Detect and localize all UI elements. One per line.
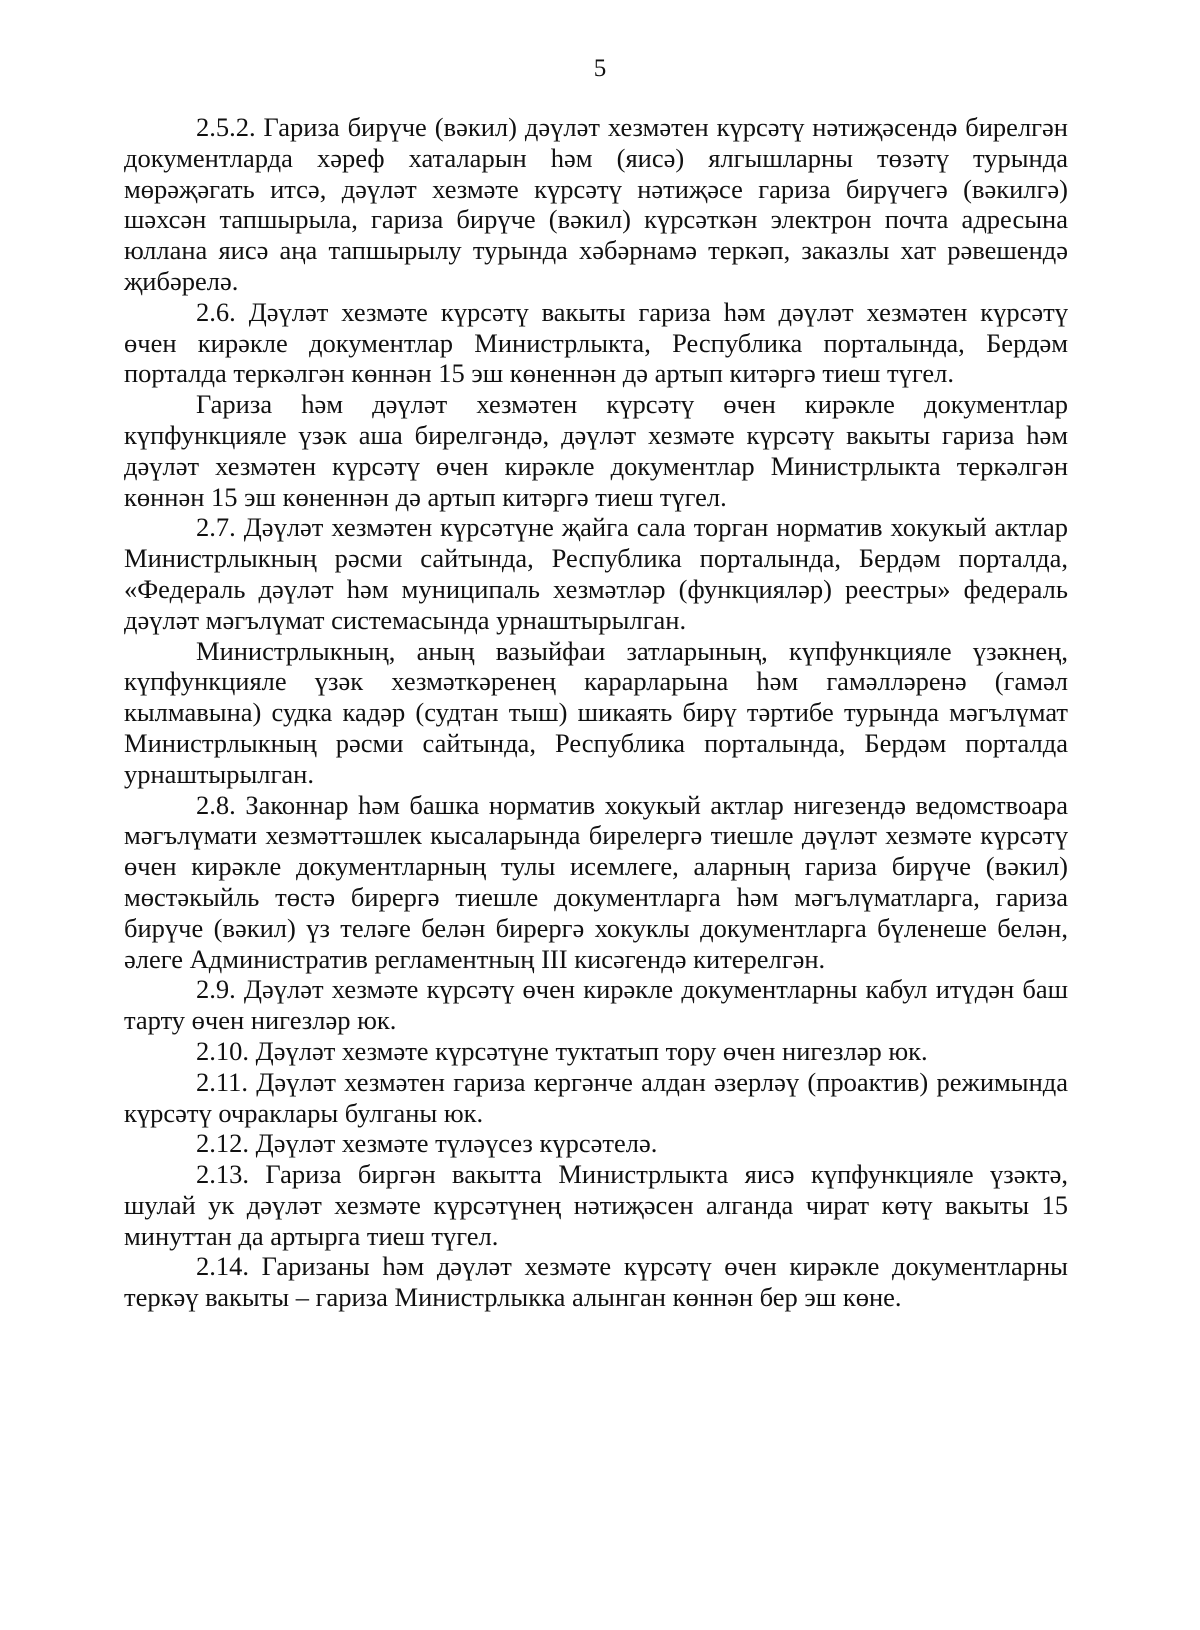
- paragraph-2-10: 2.10. Дәүләт хезмәте күрсәтүне туктатып тору өчен нигезләр юк.: [196, 1035, 928, 1066]
- paragraph-2-14: 2.14. Гаризаны һәм дәүләт хезмәте күрсәтү өчен кирәкле документларны теркәү вакыты – гариза Министрлыкка алынган көннән бер эш көне.: [124, 1251, 1068, 1313]
- document-body: [124, 112, 1068, 1313]
- page-number: 5: [593, 55, 607, 82]
- paragraph-2-12: 2.12. Дәүләт хезмәте түләүсез күрсәтелә.: [196, 1128, 658, 1159]
- paragraph-2-6-continued: Гариза һәм дәүләт хезмәтен күрсәтү өчен кирәкле документлар күпфункцияле үзәк аша бирелгәндә, дәүләт хезмәте күрсәтү вакыты гариза һәм дәүләт хезмәтен күрсәтү өчен кирәкле документлар Министрлыкта теркәлгән көннән 15 эш көненнән дә артып китәргә тиеш түгел.: [124, 389, 1068, 512]
- paragraph-2-6: 2.6. Дәүләт хезмәте күрсәтү вакыты гариза һәм дәүләт хезмәтен күрсәтү өчен кирәкле документлар Министрлыкта, Республика порталында, Бердәм порталда теркәлгән көннән 15 эш көненнән дә артып китәргә тиеш түгел.: [124, 296, 1068, 389]
- paragraph-2-5-2: 2.5.2. Гариза бирүче (вәкил) дәүләт хезмәтен күрсәтү нәтиҗәсендә бирелгән документларда хәреф хаталарын һәм (яисә) ялгышларны төзәтү турында мөрәҗәгать итсә, дәүләт хезмәте күрсәтү нәтиҗәсе гариза бирүчегә (вәкилгә) шәхсән тапшырыла, гариза бирүче (вәкил) күрсәткән электрон почта адресына юллана яисә аңа тапшырылу турында хәбәрнамә теркәп, заказлы хат рәвешендә җибәрелә.: [124, 112, 1068, 296]
- paragraph-2-7-continued: Министрлыкның, аның вазыйфаи затларының, күпфункцияле үзәкнең, күпфункцияле үзәк хезмәткәренең карарларына һәм гамәлләренә (гамәл кылмавына) судка кадәр (судтан тыш) шикаять бирү тәртибе турында мәгълүмат Министрлыкның рәсми сайтында, Республика порталында, Бердәм порталда урнаштырылган.: [124, 635, 1068, 789]
- paragraph-2-8: 2.8. Законнар һәм башка норматив хокукый актлар нигезендә ведомствоара мәгълүмати хезмәттәшлек кысаларында бирелергә тиешле дәүләт хезмәте күрсәтү өчен кирәкле документларның тулы исемлеге, аларның гариза бирүче (вәкил) мөстәкыйль төстә бирергә тиешле документларга һәм мәгълүматларга, гариза бирүче (вәкил) үз теләге белән бирергә хокуклы документларга бүленеше белән, әлеге Административ регламентның III кисәгендә китерелгән.: [124, 789, 1068, 974]
- paragraph-2-11: 2.11. Дәүләт хезмәтен гариза кергәнче алдан әзерләү (проактив) режимында күрсәтү очраклары булганы юк.: [124, 1066, 1068, 1128]
- paragraph-2-13: 2.13. Гариза биргән вакытта Министрлыкта яисә күпфункцияле үзәктә, шулай ук дәүләт хезмәте күрсәтүнең нәтиҗәсен алганда чират көтү вакыты 15 минуттан да артырга тиеш түгел.: [124, 1159, 1068, 1251]
- paragraph-2-7: 2.7. Дәүләт хезмәтен күрсәтүне җайга сала торган норматив хокукый актлар Министрлыкның рәсми сайтында, Республика порталында, Бердәм порталда, «Федераль дәүләт һәм муниципаль хезмәтләр (функцияләр) реестры» федераль дәүләт мәгълүмат системасында урнаштырылган.: [124, 512, 1068, 635]
- paragraph-2-9: 2.9. Дәүләт хезмәте күрсәтү өчен кирәкле документларны кабул итүдән баш тарту өчен нигезләр юк.: [124, 974, 1068, 1036]
